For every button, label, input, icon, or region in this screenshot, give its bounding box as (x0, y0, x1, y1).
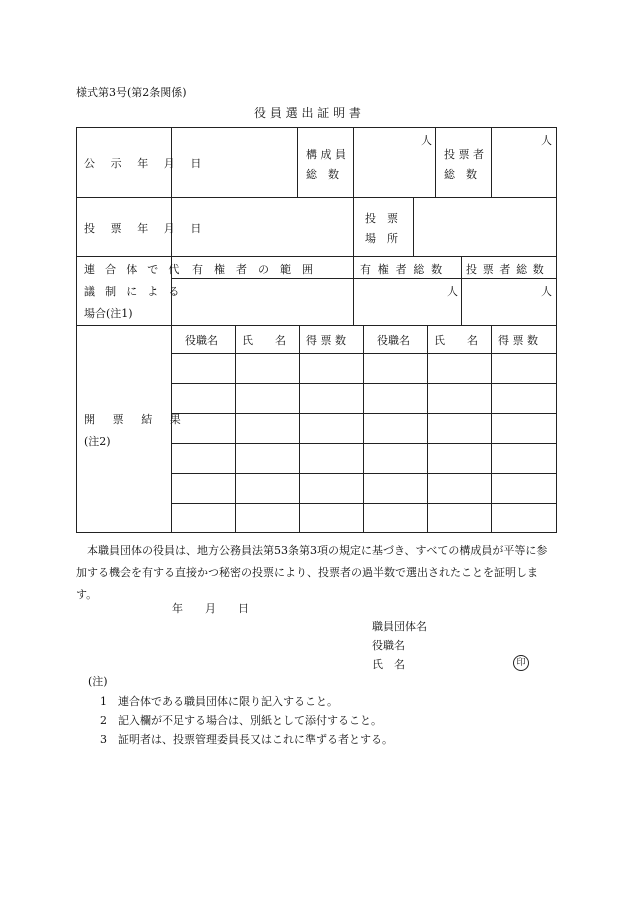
note-item: 2 記入欄が不足する場合は、別紙として添付すること。 (100, 714, 382, 727)
results-header-name-2: 氏 名 (434, 334, 478, 347)
eligible-total-header: 有 権 者 総 数 (360, 263, 444, 276)
form-title: 役 員 選 出 証 明 書 (254, 106, 361, 120)
results-header-name-1: 氏 名 (242, 334, 286, 347)
announce-date-label: 公 示 年 月 日 (84, 157, 208, 170)
federation-label: 連 合 体 で 代 議 制 に よ る 場合(注1) (84, 263, 183, 320)
results-header-votes-2: 得 票 数 (498, 334, 538, 347)
note-item: 3 証明者は、投票管理委員長又はこれに準ずる者とする。 (100, 733, 393, 746)
note-item: 1 連合体である職員団体に限り記入すること。 (100, 695, 338, 708)
signature-position-label: 役職名 (372, 639, 405, 652)
voters-count-unit: 人 (541, 285, 552, 298)
form-number: 様式第3号(第2条関係) (76, 86, 187, 99)
voters-total-label: 投 票 者 総 数 (444, 148, 484, 181)
date-line: 年 月 日 (172, 602, 249, 615)
results-label: 開 票 結 果 (注2) (84, 413, 185, 448)
voters-unit: 人 (541, 134, 552, 147)
vote-date-label: 投 票 年 月 日 (84, 222, 208, 235)
voter-scope-header: 有 権 者 の 範 囲 (192, 263, 313, 276)
results-header-position-2: 役職名 (377, 334, 410, 347)
certification-text: 本職員団体の役員は、地方公務員法第53条第3項の規定に基づき、すべての構成員が平等に参加する機会を有する直接かつ秘密の投票により、投票者の過半数で選出されたことを証明します。 (76, 544, 548, 601)
eligible-unit: 人 (447, 285, 458, 298)
members-unit: 人 (421, 134, 432, 147)
voters-total-header: 投 票 者 総 数 (466, 263, 545, 276)
notes-heading: (注) (88, 675, 108, 688)
members-total-label: 構 成 員 総 数 (306, 148, 346, 181)
results-header-votes-1: 得 票 数 (306, 334, 346, 347)
vote-place-label: 投 票 場 所 (365, 212, 398, 245)
signature-name-label: 氏 名 (372, 658, 405, 671)
signature-org-label: 職員団体名 (372, 620, 427, 633)
seal-icon: 印 (513, 655, 529, 671)
results-header-position-1: 役職名 (185, 334, 218, 347)
